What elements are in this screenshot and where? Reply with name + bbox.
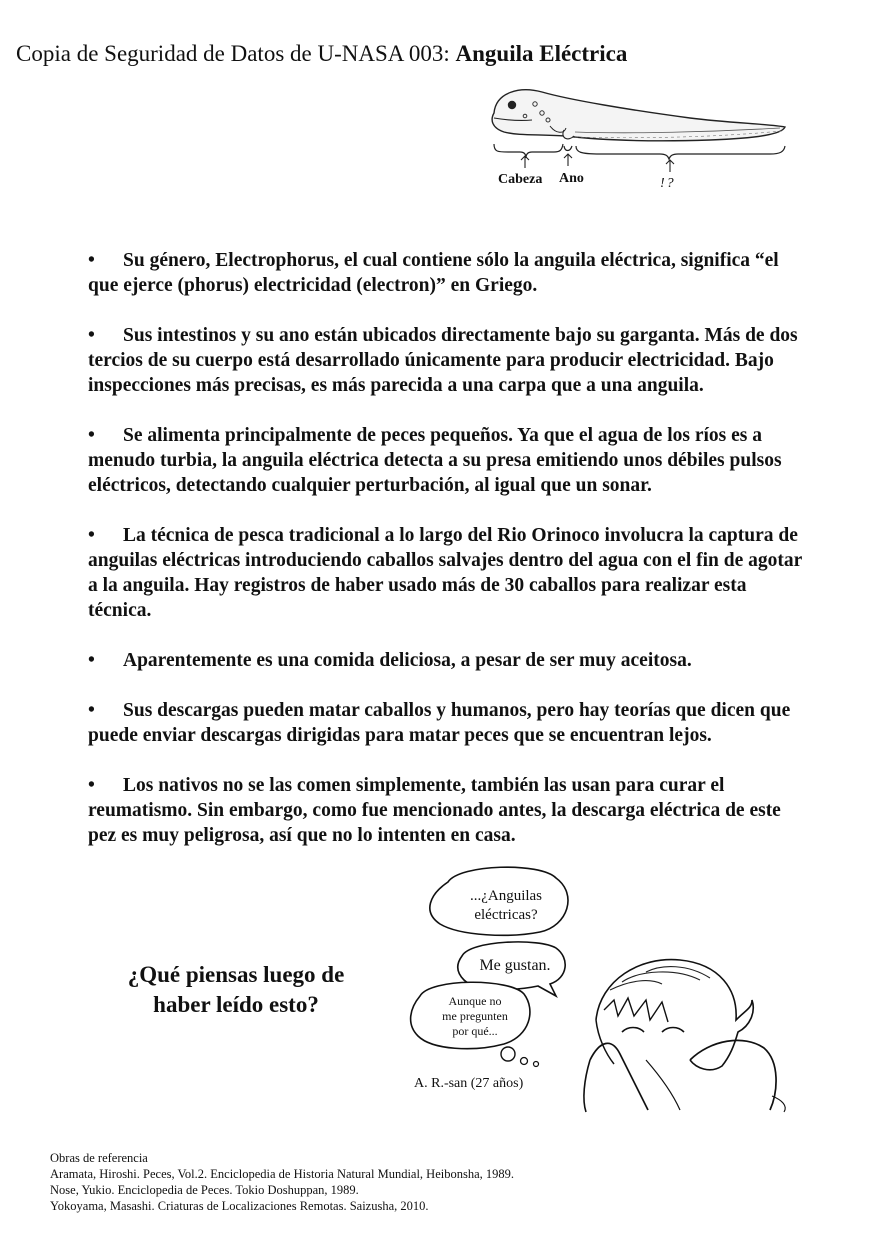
references (50, 1150, 810, 1214)
label-anus: Ano (559, 171, 584, 186)
bubble-2-text: Me gustan. (479, 957, 551, 974)
bullet: • (88, 700, 95, 721)
eel-diagram (480, 80, 800, 200)
fact-text: La técnica de pesca tradicional a lo largo del Rio Orinoco involucra la captura de anguilas eléctricas introduciendo caballos salvajes dentro del agua con el fin de agotar a la anguila. Hay registros de haber usado más de 30 caballos para realizar esta técnica. (88, 525, 802, 621)
bubble-1-line-2: eléctricas? (474, 907, 538, 923)
list-item (88, 698, 810, 748)
list-item (88, 648, 810, 673)
fact-text: Sus descargas pueden matar caballos y humanos, pero hay teorías que dicen que puede enviar descargas dirigidas para matar peces que se encuentran lejos. (88, 700, 791, 746)
reader-question (96, 960, 376, 1020)
list-item (88, 423, 810, 498)
reference-item: Yokoyama, Masashi. Criaturas de Localizaciones Remotas. Saizusha, 2010. (50, 1199, 429, 1213)
bubble-3-line-3: por qué... (452, 1024, 498, 1038)
list-item (88, 323, 810, 398)
fact-text: Su género, Electrophorus, el cual contiene sólo la anguila eléctrica, significa “el que ejerce (phorus) electricidad (electron)” en Griego. (88, 250, 779, 296)
reference-item: Aramata, Hiroshi. Peces, Vol.2. Enciclopedia de Historia Natural Mundial, Heibonsha, 1989. (50, 1167, 515, 1181)
fact-text: Los nativos no se las comen simplemente, también las usan para curar el reumatismo. Sin embargo, como fue mencionado antes, la descarga eléctrica de este pez es muy peligrosa, así que no lo intenten en casa. (88, 775, 781, 846)
bubble-1-line-1: ...¿Anguilas (469, 888, 543, 904)
bullet: • (88, 775, 95, 796)
bullet: • (88, 325, 95, 346)
fact-text: Aparentemente es una comida deliciosa, a pesar de ser muy aceitosa. (123, 650, 692, 671)
references-heading: Obras de referencia (50, 1151, 148, 1165)
list-item (88, 773, 810, 848)
bubble-3-line-2: me pregunten (442, 1009, 508, 1023)
page-title (16, 40, 627, 68)
title-subject: Anguila Eléctrica (455, 41, 628, 66)
label-unknown: !? (660, 176, 676, 191)
cartoon-caption: A. R.-san (27 años) (414, 1076, 524, 1091)
bullet: • (88, 425, 95, 446)
fact-text: Se alimenta principalmente de peces pequeños. Ya que el agua de los ríos es a menudo turbia, la anguila eléctrica detecta a su presa emitiendo unos débiles pulsos eléctricos, detectando cualquier perturbación, al igual que un sonar. (88, 425, 782, 496)
bullet: • (88, 650, 95, 671)
list-item (88, 248, 810, 298)
list-item (88, 523, 810, 623)
bubble-3-line-1: Aunque no (448, 994, 502, 1008)
label-head: Cabeza (498, 172, 543, 187)
reference-item: Nose, Yukio. Enciclopedia de Peces. Tokio Doshuppan, 1989. (50, 1183, 359, 1197)
question-line-1: ¿Qué piensas luego de (127, 962, 345, 987)
cartoon-illustration (400, 860, 800, 1120)
question-line-2: haber leído esto? (153, 992, 319, 1017)
title-prefix: Copia de Seguridad de Datos de U-NASA 003: (16, 41, 456, 66)
bullet: • (88, 525, 95, 546)
bullet: • (88, 250, 95, 271)
facts-list (88, 248, 810, 873)
bubble-1-text (446, 887, 566, 925)
bubble-3-text (420, 994, 530, 1039)
fact-text: Sus intestinos y su ano están ubicados directamente bajo su garganta. Más de dos tercios de su cuerpo está desarrollado únicamente para producir electricidad. Bajo inspecciones más precisas, es más parecida a una carpa que a una anguila. (88, 325, 798, 396)
